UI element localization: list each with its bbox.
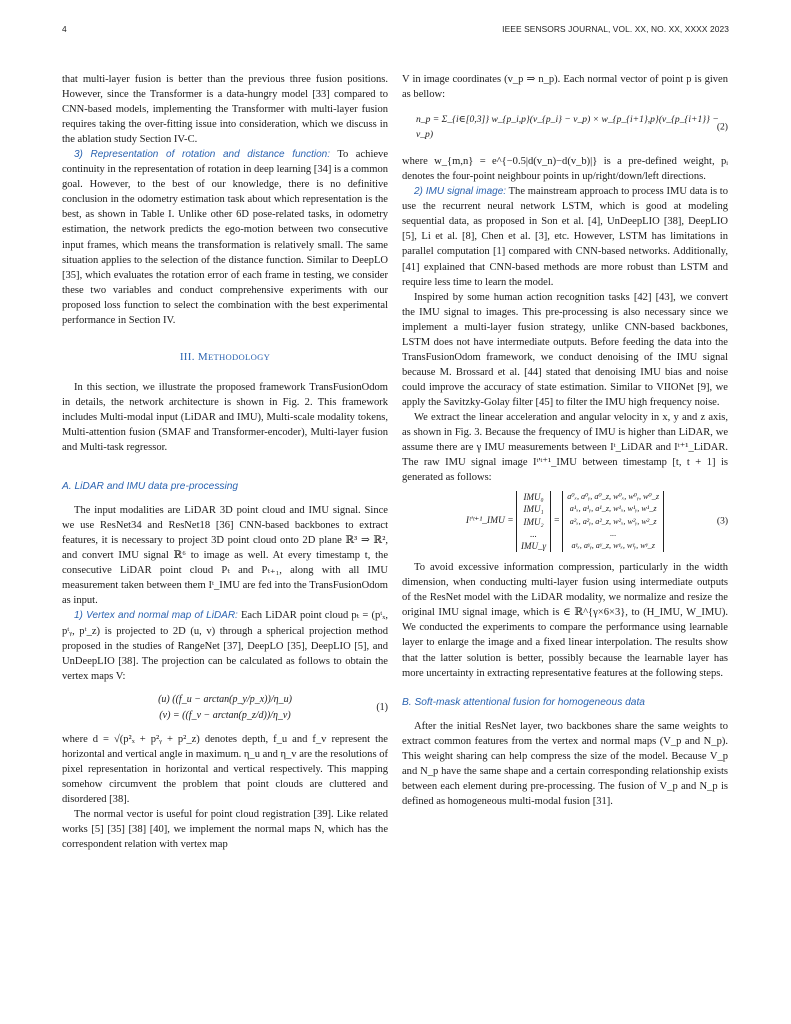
imu-value-matrix: a⁰ₓ, a⁰ᵧ, a⁰_z, w⁰ₓ, w⁰ᵧ, w⁰_z a¹ₓ, a¹ᵧ, a¹_z, w¹ₓ, w¹ᵧ, w¹_z a²ₓ, a²ᵧ, a²_z, w²ₓ, w²ᵧ, w²_z ... aᵞₓ, aᵞᵧ, aᵞ_z, wᵞₓ, wᵞᵧ, wᵞ_z <box>562 491 664 552</box>
page-number: 4 <box>62 24 67 34</box>
equation-3: Iᵗ'ᵗ⁺¹_IMU = IMU₀ IMU₁ IMU₂ ... IMU_γ = a⁰ₓ, a⁰ᵧ, a⁰_z, w⁰ₓ, w⁰ᵧ, w⁰_z a¹ₓ, a¹ᵧ, a¹_z, w¹ₓ, w¹ᵧ, w¹_z a²ₓ, a²ᵧ, a²_z, w²ₓ, w²ᵧ, w²_z ... aᵞₓ, aᵞᵧ, aᵞ_z, wᵞₓ, wᵞᵧ, wᵞ_z (3) <box>465 492 728 552</box>
page-header <box>62 24 729 38</box>
imu-index-matrix: IMU₀ IMU₁ IMU₂ ... IMU_γ <box>516 491 551 552</box>
paragraph: 2) IMU signal image: The mainstream approach to process IMU data is to use the recurrent neural network LSTM, which is good at modeling sequential data, as proposed in Son et al. [4], UnDeepLIO [38], DeepLIO [5], Li et al. [8], Chen et al. [3], etc. However, LSTM has limitations in parallel computation [1] compared with CNN-based networks. Additionally, [41] explained that CNN-based methods are more robust than LSTM and require less time to learn the model. <box>402 186 728 288</box>
equation-number: (1) <box>376 701 388 713</box>
paragraph: 1) Vertex and normal map of LiDAR: Each LiDAR point cloud pₜ = (pᵗₓ, pᵗᵧ, pᵗ_z) is projected to 2D (u, v) through a spherical projection method proposed in the studies of RangeNet [37], DeepLO [35], DeepLIO [5], and UnDeepLIO [38]. The projection can be calculated as follows to obtain the vertex maps V: <box>62 610 388 682</box>
paragraph: where d = √(p²ₓ + p²ᵧ + p²_z) denotes depth, f_u and f_v represent the horizontal and vertical angle in maximum. η_u and η_v are the resolutions of pixel representation in horizontal and vertical respectively. This mapping somehow circumvent the problem that point clouds are cluttered and disordered [38]. <box>62 733 388 805</box>
paragraph: V in image coordinates (v_p ⇒ n_p). Each normal vector of point p is given as bellow: <box>402 74 728 101</box>
section-heading: III. METHODOLOGY <box>179 350 271 363</box>
paragraph-heading: 3) Representation of rotation and distance function: <box>74 149 331 161</box>
paragraph: After the initial ResNet layer, two backbones share the same weights to extract common features from the vertex and normal maps (V_p and N_p). This weight sharing can help compress the size of the model. Because V_p and N_p have the same shape and a certain corresponding relationship exists between each element during pre-processing. The fusion of V_p and N_p is defined as homogeneous multi-modal fusion [31]. <box>402 720 728 807</box>
paragraph: In this section, we illustrate the proposed framework TransFusionOdom in details, the network architecture is shown in Fig. 2. This framework includes Multi-modal input (LiDAR and IMU), Multi-scale modality tokens, Multi-attention fusion (SMAF and Transformer-encoder), Multi-layer fusion and Multi-task regressor. <box>62 381 388 454</box>
equation-number: (3) <box>716 516 728 527</box>
right-column <box>402 72 728 809</box>
paragraph: Inspired by some human action recognition tasks [42] [43], we convert the IMU signal to images. This pre-processing is also necessary since we implement a multi-layer fusion strategy, unlike CNN-based backbones, LSTM does not have intermediate outputs. Before feeding the data into the TransFusionOdom framework, we conduct denoising of the IMU signal because M. Brossard et al. [44] stated that denoising IMU bias and noise could improve the accuracy of state estimation. Similar to VIIONet [9], we apply the Savitzky-Golay filter [45] to filter the IMU high frequency noise. <box>402 291 728 408</box>
paragraph: that multi-layer fusion is better than the previous three fusion positions. However, since the Transformer is a data-hungry model [33] compared to CNN-based models, implementing the Transformer with multi-layer fusion requires taking the over-fitting issue into consideration, which we discuss in the ablation study Section IV-C. <box>62 74 388 146</box>
equation-number: (2) <box>716 121 728 133</box>
paragraph: where w_{m,n} = e^{−0.5|d(v_n)−d(v_b)|} is a pre-defined weight, pᵢ denotes the four-point neighbour points in up/right/down/left directions. <box>402 156 728 183</box>
journal-title: IEEE SENSORS JOURNAL, VOL. XX, NO. XX, XXXX 2023 <box>502 24 729 34</box>
left-column <box>62 72 388 852</box>
paragraph: The input modalities are LiDAR 3D point cloud and IMU signal. Since we use ResNet34 and ResNet18 [36] CNN-based backbones to extract features, it is necessary to project 3D point cloud onto 2D plane ℝ³ ⇒ ℝ², and convert IMU signal ℝ⁶ to image as well. At every timestamp t, the consecutive LiDAR point cloud Pₜ and Pₜ₊₁, along with all IMU measurement taken between them Iᵗ_IMU are fed into the TransFusionOdom as input. <box>62 505 388 607</box>
subsection-heading: A. LiDAR and IMU data pre-processing <box>62 481 239 493</box>
paragraph: The normal vector is useful for point cloud registration [39]. Like related works [5] [35] [38] [40], we implement the normal maps N, which has the correspondent relation with vertex map <box>62 808 388 851</box>
paragraph: To avoid excessive information compression, particularly in the width dimension, when conducting multi-layer fusion using intermediate outputs of the ResNet model with the LiDAR modality, we normalize and resize the original IMU signal image, which is ∈ ℝ^{γ×6×3}, to (H_IMU, W_IMU). We conducted the experiments to compare the performance using learnable layer to enlarge the image and a fixed linear interpolation. The results show that the latter solution is better, possibly because the learnable layer has more uncertainty in extracting representative features at the following steps. <box>402 562 728 679</box>
paragraph-heading: 2) IMU signal image: <box>414 186 507 198</box>
paragraph: 3) Representation of rotation and distance function: To achieve continuity in the representation of rotation in deep learning [34] is a common goal. However, to the best of our knowledge, there is no definitive conclusion in the odometry estimation task about which representation is the best, as shown in Table I. Unlike other 6D pose-related tasks, in odometry estimation, the network predicts the ego-motion between two consecutive input frames, which means the transformation is relatively small. The same situation applies to the selection of the distance function. Similar to DeepLO [35], which evaluates the rotation error of each frame in testing, we consider these two variables and conduct comprehensive experiments with our proposed loss function to select the combination with the best experimental performance in Section IV. <box>62 149 389 326</box>
equation-2: n_p = Σ_{i∈[0,3]} w_{p_i,p}(v_{p_i} − v_p) × w_{p_{i+1},p}(v_{p_{i+1}} − v_p) (2) <box>416 114 728 141</box>
paragraph: We extract the linear acceleration and angular velocity in x, y and z axis, as shown in Fig. 3. Because the frequency of IMU is higher than LiDAR, we assume there are γ IMU measurements between Iᵗ_LiDAR and Iᵗ⁺¹_LiDAR. The raw IMU signal image Iᵗ'ᵗ⁺¹_IMU between timestamp [t, t + 1] is generated as follows: <box>402 411 728 484</box>
subsection-heading: B. Soft-mask attentional fusion for homogeneous data <box>402 696 645 708</box>
paragraph-heading: 1) Vertex and normal map of LiDAR: <box>74 610 238 622</box>
equation-1: (u) ((f_u − arctan(p_y/p_x))/η_u) (v) = ((f_v − arctan(p_z/d))/η_v) (1) <box>158 693 388 721</box>
